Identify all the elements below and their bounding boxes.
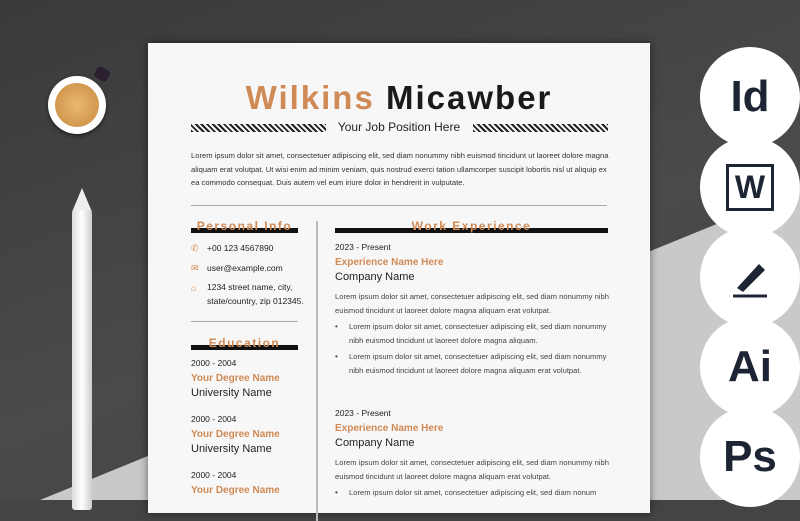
indesign-icon: Id [700,47,800,147]
personal-info-heading: Personal Info [191,228,298,233]
edu-years: 2000 - 2004 [191,470,237,480]
word-icon: W [700,137,800,237]
hatch-left [191,124,326,132]
edu-school: University Name [191,443,272,455]
work-years: 2023 - Present [335,242,391,252]
bullet: • [335,322,338,331]
work-title: Experience Name Here [335,257,444,268]
intro-text: Lorem ipsum dolor sit amet, consectetuer adipiscing elit, sed diam nonummy nibh euismod tincidunt ut laoreet dolore magna aliquam erat volutpat. Ut wisi enim ad minim veniam, quis nostrud exerci tation ullamcorper suscipit lobortis nisl ut aliquip ex ea commodo consequat. Duis autem vel eum iriure dolor in hendrerit in vulputate. [191,151,609,187]
work-desc: Lorem ipsum dolor sit amet, consectetuer adipiscing elit, sed diam nonummy nibh euismod tincidunt ut laoreet dolore magna aliquam erat volutpat. [335,292,609,315]
edu-school: University Name [191,387,272,399]
bullet-item [335,320,620,347]
work-company: Company Name [335,437,415,449]
job-position: Your Job Position Here [337,120,461,134]
pencil-icon [72,210,92,510]
work-heading: Work Experience [335,228,608,233]
edu-degree: Your Degree Name [191,429,280,440]
edu-degree: Your Degree Name [191,373,280,384]
bullet-item [335,350,620,377]
work-bullet: Lorem ipsum dolor sit amet, consectetuer adipiscing elit, sed diam nonummy nibh euismod tincidunt ut laoreet dolore magna aliquam. [349,322,607,345]
signature-icon [700,227,800,327]
illustrator-icon: Ai [700,317,800,417]
divider [191,205,607,206]
coffee-cup-icon [48,76,106,134]
email: user@example.com [207,263,283,273]
edu-years: 2000 - 2004 [191,414,237,424]
bullet: • [335,352,338,361]
phone: +00 123 4567890 [207,243,274,253]
work-desc: Lorem ipsum dolor sit amet, consectetuer adipiscing elit, sed diam nonummy nibh euismod tincidunt ut laoreet dolore magna aliquam erat volutpat. [335,458,609,481]
bullet: • [335,488,338,497]
pencil-tip [72,188,92,212]
photoshop-icon: Ps [700,407,800,507]
work-years: 2023 - Present [335,408,391,418]
column-divider [316,221,318,521]
email-icon: ✉ [191,263,199,273]
work-title: Experience Name Here [335,423,444,434]
divider [191,321,298,322]
address-line-2: state/country, zip 012345. [207,296,304,306]
education-heading: Education [191,345,298,350]
resume-name: Wilkins Micawber [245,79,553,116]
hatch-right [473,124,608,132]
home-icon: ⌂ [191,283,197,293]
work-company: Company Name [335,271,415,283]
bullet-item [335,486,620,500]
resume-paper [148,43,650,513]
work-item [335,241,620,377]
work-bullet: Lorem ipsum dolor sit amet, consectetuer adipiscing elit, sed diam nonummy nibh euismod tincidunt ut laoreet dolore magna aliquam erat volutpat. [349,352,607,375]
phone-icon: ✆ [191,243,199,253]
address-line-1: 1234 street name, city, [207,282,293,292]
edu-years: 2000 - 2004 [191,358,237,368]
edu-degree: Your Degree Name [191,485,280,496]
work-bullet: Lorem ipsum dolor sit amet, consectetuer adipiscing elit, sed diam nonum [349,488,597,497]
work-item [335,407,620,500]
